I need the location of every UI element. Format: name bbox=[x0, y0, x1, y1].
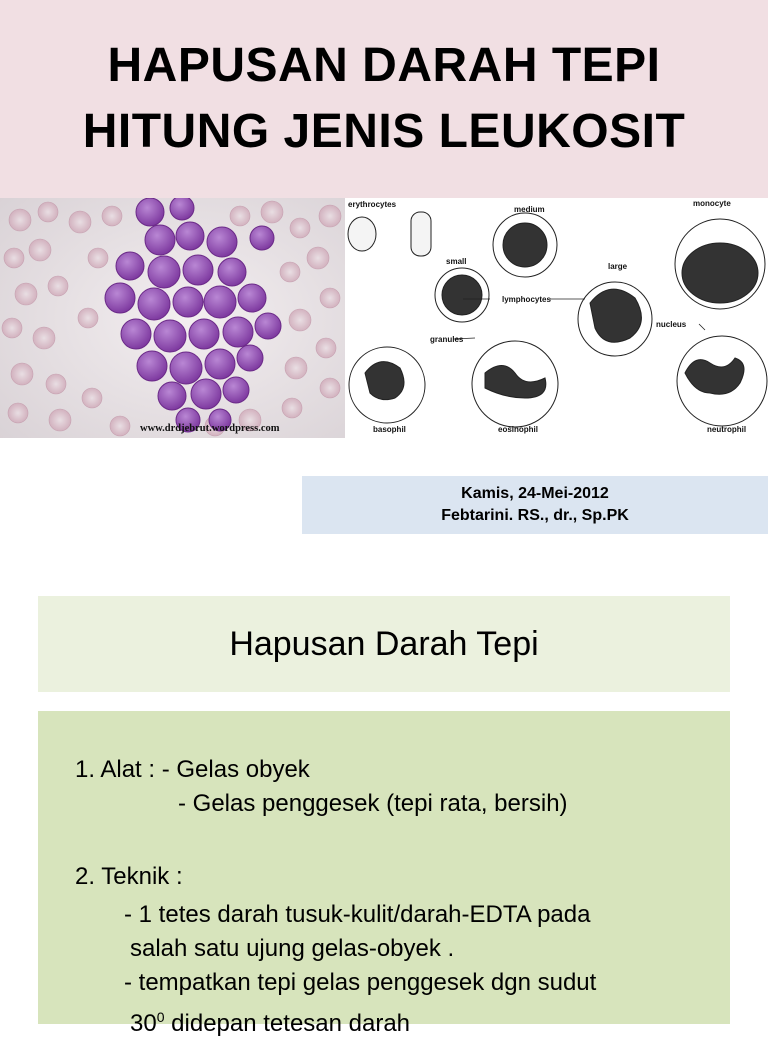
label-neutrophil: neutrophil bbox=[707, 425, 747, 434]
label-erythrocytes: erythrocytes bbox=[348, 200, 397, 209]
date-author-box bbox=[302, 476, 768, 534]
leukocyte-diagram bbox=[345, 198, 768, 438]
label-large: large bbox=[608, 262, 628, 271]
label-lymphocytes: lymphocytes bbox=[502, 295, 551, 304]
slide2-body bbox=[38, 711, 730, 1037]
slide2-title: Hapusan Darah Tepi bbox=[229, 624, 539, 663]
body-line-alat: 1. Alat : - Gelas obyek bbox=[75, 756, 310, 783]
body-line-tempatkan: - tempatkan tepi gelas penggesek dgn sudut bbox=[124, 969, 597, 996]
label-nucleus: nucleus bbox=[656, 320, 687, 329]
body-line-sudut bbox=[130, 1002, 410, 1039]
body-line-tetes-darah: - 1 tetes darah tusuk-kulit/darah-EDTA pada bbox=[124, 901, 591, 928]
label-small: small bbox=[446, 257, 467, 266]
label-monocyte: monocyte bbox=[693, 199, 731, 208]
body-line-ujung: salah satu ujung gelas-obyek . bbox=[130, 935, 455, 962]
label-eosinophil: eosinophil bbox=[498, 425, 538, 434]
label-basophil: basophil bbox=[373, 425, 406, 434]
date-line: Kamis, 24-Mei-2012 bbox=[461, 485, 609, 502]
blood-smear-photo bbox=[0, 198, 345, 438]
slide1-title-line1: HAPUSAN DARAH TEPI bbox=[107, 39, 661, 92]
slide1-title-band bbox=[0, 0, 768, 198]
body-line-teknik: 2. Teknik : bbox=[75, 863, 183, 890]
slide1-title-line2: HITUNG JENIS LEUKOSIT bbox=[82, 105, 686, 158]
author-line: Febtarini. RS., dr., Sp.PK bbox=[441, 507, 629, 524]
body-line-sudut-rest: didepan tetesan darah bbox=[164, 1010, 411, 1037]
photo-watermark: www.drdjebrut.wordpress.com bbox=[140, 423, 280, 434]
label-medium: medium bbox=[514, 205, 545, 214]
body-line-gelas-penggesek: - Gelas penggesek (tepi rata, bersih) bbox=[178, 790, 568, 817]
slide2-title-box bbox=[38, 596, 730, 692]
degree-sup: 0 bbox=[156, 1009, 165, 1025]
angle-value: 30 bbox=[130, 1010, 157, 1037]
label-granules: granules bbox=[430, 335, 464, 344]
